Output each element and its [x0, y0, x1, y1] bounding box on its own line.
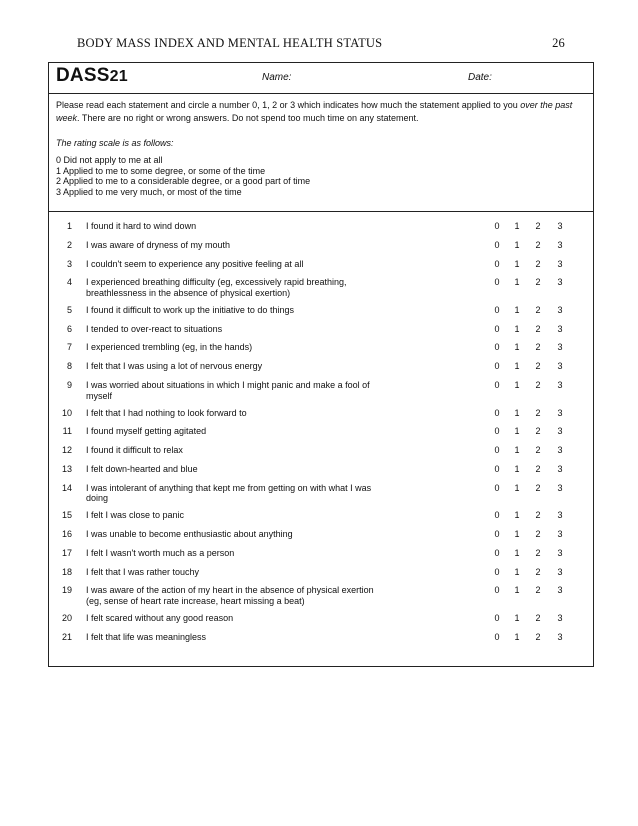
- rating-option-0[interactable]: 0: [494, 221, 500, 231]
- rating-option-2[interactable]: 2: [535, 380, 541, 391]
- form-header: [49, 63, 593, 94]
- rating-option-0[interactable]: 0: [494, 510, 500, 521]
- rating-option-1[interactable]: 1: [514, 407, 520, 418]
- rating-option-3[interactable]: 3: [557, 482, 563, 493]
- rating-option-3[interactable]: 3: [557, 463, 563, 474]
- rating-option-1[interactable]: 1: [514, 323, 520, 334]
- rating-scale-title: The rating scale is as follows:: [56, 138, 174, 148]
- statement-text: I felt scared without any good reason: [86, 612, 234, 623]
- rating-option-1[interactable]: 1: [514, 463, 520, 474]
- statement-row: [49, 277, 593, 305]
- rating-option-2[interactable]: 2: [535, 426, 541, 437]
- rating-option-3[interactable]: 3: [557, 612, 563, 623]
- statement-list: [49, 221, 593, 651]
- rating-option-1[interactable]: 1: [514, 612, 520, 623]
- rating-option-1[interactable]: 1: [514, 566, 520, 577]
- rating-option-2[interactable]: 2: [535, 323, 541, 334]
- statement-text: I was unable to become enthusiastic about anything: [86, 529, 293, 540]
- rating-option-0[interactable]: 0: [494, 407, 500, 418]
- rating-option-1[interactable]: 1: [514, 426, 520, 437]
- statement-text: I was aware of the action of my heart in the absence of physical exertion (eg, sense of heart rate increase, heart missing a beat): [86, 585, 374, 606]
- statement-row: [49, 613, 593, 632]
- rating-option-1[interactable]: 1: [514, 258, 520, 269]
- rating-option-0[interactable]: 0: [494, 463, 500, 474]
- statement-text: I felt that I was using a lot of nervous energy: [86, 361, 263, 372]
- statement-number: 12: [61, 445, 72, 456]
- statement-number: 9: [66, 380, 72, 391]
- rating-option-0[interactable]: 0: [494, 529, 500, 540]
- statement-number: 20: [61, 612, 72, 623]
- rating-option-0[interactable]: 0: [494, 482, 500, 493]
- rating-option-3[interactable]: 3: [557, 277, 563, 288]
- statement-number: 11: [62, 426, 72, 437]
- rating-option-0[interactable]: 0: [494, 342, 500, 353]
- rating-option-0[interactable]: 0: [494, 239, 500, 250]
- statement-text: I felt I wasn't worth much as a person: [86, 547, 235, 558]
- rating-option-0[interactable]: 0: [494, 361, 500, 372]
- statement-text: I couldn't seem to experience any positive feeling at all: [86, 258, 304, 269]
- rating-option-3[interactable]: 3: [557, 529, 563, 540]
- rating-option-2[interactable]: 2: [535, 221, 541, 231]
- rating-option-0[interactable]: 0: [494, 547, 500, 558]
- rating-option-1[interactable]: 1: [514, 239, 520, 250]
- statement-text: I felt I was close to panic: [86, 510, 185, 521]
- rating-option-3[interactable]: 3: [557, 585, 563, 596]
- rating-option-3[interactable]: 3: [557, 631, 563, 642]
- rating-option-2[interactable]: 2: [535, 529, 541, 540]
- rating-option-3[interactable]: 3: [557, 426, 563, 437]
- rating-option-2[interactable]: 2: [535, 342, 541, 353]
- rating-option-0[interactable]: 0: [494, 277, 500, 288]
- statement-row: [49, 408, 593, 427]
- rating-option-1[interactable]: 1: [514, 547, 520, 558]
- rating-option-3[interactable]: 3: [557, 407, 563, 418]
- rating-scale-item: 1 Applied to me to some degree, or some of the time: [56, 165, 266, 176]
- rating-option-2[interactable]: 2: [535, 612, 541, 623]
- statement-number: 6: [66, 323, 72, 334]
- rating-option-3[interactable]: 3: [557, 221, 563, 231]
- statement-number: 21: [61, 631, 72, 642]
- rating-option-2[interactable]: 2: [535, 407, 541, 418]
- rating-option-1[interactable]: 1: [514, 361, 520, 372]
- rating-option-2[interactable]: 2: [535, 277, 541, 288]
- rating-option-1[interactable]: 1: [514, 445, 520, 456]
- rating-option-2[interactable]: 2: [535, 239, 541, 250]
- rating-option-3[interactable]: 3: [557, 323, 563, 334]
- section-divider: [49, 211, 593, 212]
- dass21-form: [48, 62, 594, 667]
- instructions-text-1: Please read each statement and circle a number 0, 1, 2 or 3 which indicates how much the statement applied to you: [56, 100, 521, 110]
- statement-text: I felt that I was rather touchy: [86, 566, 200, 577]
- statement-text: I found it difficult to relax: [86, 445, 183, 456]
- rating-option-0[interactable]: 0: [494, 258, 500, 269]
- rating-scale-item: 0 Did not apply to me at all: [56, 155, 163, 165]
- statement-row: [49, 259, 593, 278]
- statement-number: 4: [66, 277, 72, 288]
- statement-number: 18: [61, 566, 72, 577]
- statement-row: [49, 483, 593, 511]
- statement-row: [49, 426, 593, 445]
- rating-option-0[interactable]: 0: [494, 380, 500, 391]
- rating-scale-item: 3 Applied to me very much, or most of the time: [56, 186, 242, 197]
- form-title: [56, 65, 128, 87]
- statement-text: I felt down-hearted and blue: [86, 463, 198, 474]
- rating-scale: [56, 155, 310, 197]
- statement-number: 7: [66, 342, 72, 353]
- rating-option-2[interactable]: 2: [535, 258, 541, 269]
- rating-option-2[interactable]: 2: [535, 510, 541, 521]
- statement-number: 3: [66, 258, 72, 269]
- statement-row: [49, 529, 593, 548]
- statement-row: [49, 632, 593, 651]
- statement-text: I felt that I had nothing to look forward to: [86, 407, 247, 418]
- statement-number: 16: [61, 529, 72, 540]
- rating-option-0[interactable]: 0: [494, 323, 500, 334]
- rating-option-3[interactable]: 3: [557, 342, 563, 353]
- statement-row: [49, 585, 593, 613]
- name-field-label: Name:: [262, 72, 292, 83]
- statement-row: [49, 324, 593, 343]
- statement-row: [49, 380, 593, 408]
- rating-option-3[interactable]: 3: [557, 258, 563, 269]
- date-field-label: Date:: [468, 72, 492, 83]
- rating-option-1[interactable]: 1: [514, 342, 520, 353]
- statement-row: [49, 305, 593, 324]
- rating-option-3[interactable]: 3: [557, 361, 563, 372]
- statement-number: 19: [61, 585, 72, 596]
- instructions: [56, 99, 588, 125]
- page-number: 26: [552, 36, 565, 50]
- statement-text: I found it hard to wind down: [86, 221, 197, 231]
- rating-option-3[interactable]: 3: [557, 445, 563, 456]
- statement-row: [49, 567, 593, 586]
- statement-text: I was aware of dryness of my mouth: [86, 239, 231, 250]
- instructions-text-2: . There are no right or wrong answers. Do not spend too much time on any statement.: [77, 113, 419, 123]
- statement-number: 1: [66, 221, 72, 231]
- statement-row: [49, 445, 593, 464]
- rating-option-2[interactable]: 2: [535, 631, 541, 642]
- rating-scale-item: 2 Applied to me to a considerable degree, or a good part of time: [56, 176, 311, 186]
- statement-row: [49, 342, 593, 361]
- statement-text: I experienced trembling (eg, in the hands): [86, 342, 253, 353]
- statement-text: I found myself getting agitated: [86, 426, 207, 437]
- rating-option-0[interactable]: 0: [494, 585, 500, 596]
- rating-option-2[interactable]: 2: [535, 585, 541, 596]
- statement-text: I was worried about situations in which I might panic and make a fool of myself: [86, 380, 370, 401]
- rating-option-1[interactable]: 1: [514, 380, 520, 391]
- statement-text: I tended to over-react to situations: [86, 323, 223, 334]
- statement-number: 17: [61, 547, 72, 558]
- rating-option-1[interactable]: 1: [514, 529, 520, 540]
- rating-option-3[interactable]: 3: [557, 239, 563, 250]
- rating-option-1[interactable]: 1: [514, 482, 520, 493]
- rating-option-1[interactable]: 1: [514, 277, 520, 288]
- rating-option-1[interactable]: 1: [514, 631, 520, 642]
- rating-option-3[interactable]: 3: [557, 380, 563, 391]
- form-title-letters: DASS: [56, 65, 110, 86]
- statement-row: [49, 548, 593, 567]
- rating-option-0[interactable]: 0: [494, 304, 500, 315]
- statement-text: I was intolerant of anything that kept me from getting on with what I was doing: [86, 482, 372, 504]
- statement-text: I found it difficult to work up the initiative to do things: [86, 304, 294, 315]
- statement-text: I felt that life was meaningless: [86, 631, 207, 642]
- statement-number: 15: [61, 510, 72, 521]
- rating-option-2[interactable]: 2: [535, 445, 541, 456]
- rating-option-3[interactable]: 3: [557, 510, 563, 521]
- rating-option-1[interactable]: 1: [514, 585, 520, 596]
- statement-number: 2: [66, 239, 72, 250]
- statement-number: 10: [61, 407, 72, 418]
- rating-option-1[interactable]: 1: [514, 221, 520, 231]
- rating-option-2[interactable]: 2: [535, 463, 541, 474]
- rating-option-1[interactable]: 1: [514, 510, 520, 521]
- running-head: [0, 36, 638, 54]
- statement-number: 14: [61, 482, 72, 493]
- instructions-emphasis: over the past week: [56, 100, 573, 123]
- statement-row: [49, 240, 593, 259]
- rating-option-0[interactable]: 0: [494, 631, 500, 642]
- statement-row: [49, 221, 593, 240]
- rating-option-0[interactable]: 0: [494, 566, 500, 577]
- rating-option-2[interactable]: 2: [535, 547, 541, 558]
- statement-row: [49, 361, 593, 380]
- rating-option-3[interactable]: 3: [557, 547, 563, 558]
- rating-option-2[interactable]: 2: [535, 566, 541, 577]
- statement-row: [49, 510, 593, 529]
- statement-text: I experienced breathing difficulty (eg, excessively rapid breathing, breathlessness in the absence of physical exertion): [86, 277, 347, 298]
- rating-option-1[interactable]: 1: [514, 304, 520, 315]
- running-head-title: BODY MASS INDEX AND MENTAL HEALTH STATUS: [77, 36, 383, 50]
- rating-option-0[interactable]: 0: [494, 426, 500, 437]
- rating-option-3[interactable]: 3: [557, 566, 563, 577]
- rating-option-0[interactable]: 0: [494, 612, 500, 623]
- rating-option-0[interactable]: 0: [494, 445, 500, 456]
- statement-number: 13: [61, 463, 72, 474]
- rating-option-2[interactable]: 2: [535, 482, 541, 493]
- statement-row: [49, 464, 593, 483]
- rating-option-2[interactable]: 2: [535, 304, 541, 315]
- rating-option-3[interactable]: 3: [557, 304, 563, 315]
- statement-number: 5: [66, 304, 72, 315]
- form-title-number: 21: [109, 68, 128, 85]
- rating-option-2[interactable]: 2: [535, 361, 541, 372]
- statement-number: 8: [66, 361, 72, 372]
